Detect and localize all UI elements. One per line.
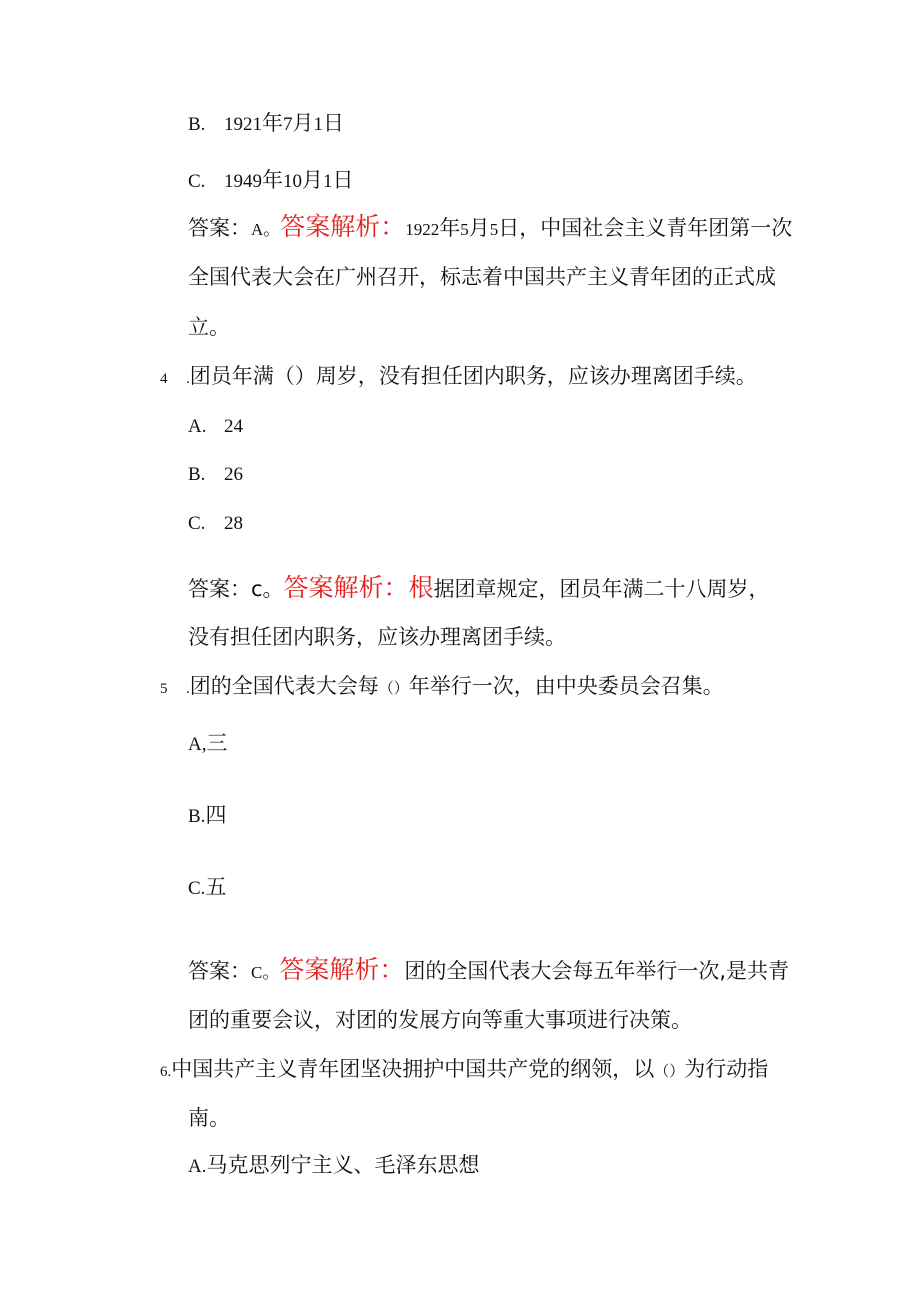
option-month: 7 [283,114,293,135]
option-value: 五 [205,875,227,899]
answer-text: 据团章规定，团员年满二十八周岁， [433,577,770,601]
question-text-after: 为行动指 [684,1057,769,1081]
q4-answer-line1 [188,573,770,604]
option-value: 三 [206,731,228,755]
answer-month-unit: 月 [468,216,490,240]
question-text-after: 年举行一次，由中央委员会召集。 [408,674,724,698]
q5-option-b [188,800,226,832]
question-dot: . [186,371,190,387]
q4-option-b [188,458,243,490]
answer-label: 答案： [188,959,251,983]
option-letter: B. [188,114,206,135]
q5-answer-line2: 团的重要会议，对团的发展方向等重大事项进行决策。 [188,1008,692,1032]
option-value: 26 [224,464,243,485]
answer-explain-label: 答案解析： [279,955,405,984]
q3-answer-line3: 立。 [188,315,230,339]
answer-explain-label: 答案解析： [280,212,406,241]
option-day: 1 [313,114,323,135]
option-day: 1 [323,171,333,192]
answer-year: 1922 [405,220,440,239]
option-year-unit: 年 [262,168,283,192]
question-number: 6. [160,1064,172,1080]
answer-explain-label: 答案解析：根 [283,573,434,602]
q3-answer-line2: 全国代表大会在广州召开，标志着中国共产主义青年团的正式成 [188,265,776,289]
option-letter: C. [188,878,206,899]
option-day-unit: 日 [323,111,344,135]
option-year-unit: 年 [262,111,283,135]
question-number: 5 [160,681,168,697]
answer-value: c。 [251,577,284,601]
q6-option-a [188,1150,479,1182]
answer-year-unit: 年 [439,216,461,240]
question-paren: （） [654,1062,685,1080]
q6-question [160,1054,768,1087]
q5-option-a [188,728,227,760]
answer-label: 答案： [188,577,251,601]
q4-option-a [188,410,243,442]
option-value: 马克思列宁主义、毛泽东思想 [206,1153,480,1177]
q3-option-c [188,165,354,197]
option-month: 10 [283,171,302,192]
q3-option-b [188,108,344,140]
question-text-before: 中国共产主义青年团坚决拥护中国共产党的纲领，以 [171,1057,655,1081]
q4-question [160,361,757,394]
q4-answer-line2: 没有担任团内职务，应该办理离团手续。 [188,625,566,649]
answer-day: 5 [489,220,499,239]
option-month-unit: 月 [302,168,323,192]
option-value: 四 [205,803,227,827]
question-number: 4 [160,371,168,387]
question-paren: （） [378,679,409,697]
option-letter: C. [188,513,206,534]
option-day-unit: 日 [332,168,354,192]
q3-answer-line1 [188,212,792,245]
q6-question-line2: 南。 [188,1106,230,1130]
answer-text: 日，中国社会主义青年团第一次 [498,216,793,240]
option-year: 1949 [224,171,262,192]
question-dot: . [186,681,190,697]
option-letter: A. [188,416,207,437]
option-letter: A, [188,734,207,755]
answer-value: C。 [251,963,280,982]
option-letter: B. [188,806,206,827]
answer-label: 答案： [188,216,251,240]
option-value: 24 [224,416,243,437]
answer-value: A。 [251,220,281,239]
q5-answer-line1 [188,955,789,988]
question-text-before: 团的全国代表大会每 [189,674,379,698]
q5-question [160,671,724,704]
answer-text: 团的全国代表大会每五年举行一次,是共青 [404,959,790,983]
option-letter: A. [188,1156,207,1177]
answer-month: 5 [460,220,469,239]
q4-option-c [188,507,243,539]
option-letter: B. [188,464,206,485]
q5-option-c [188,872,226,904]
option-letter: C. [188,171,206,192]
option-year: 1921 [224,114,262,135]
question-text: 团员年满（）周岁，没有担任团内职务，应该办理离团手续。 [189,364,757,388]
option-value: 28 [224,513,243,534]
option-month-unit: 月 [292,111,314,135]
